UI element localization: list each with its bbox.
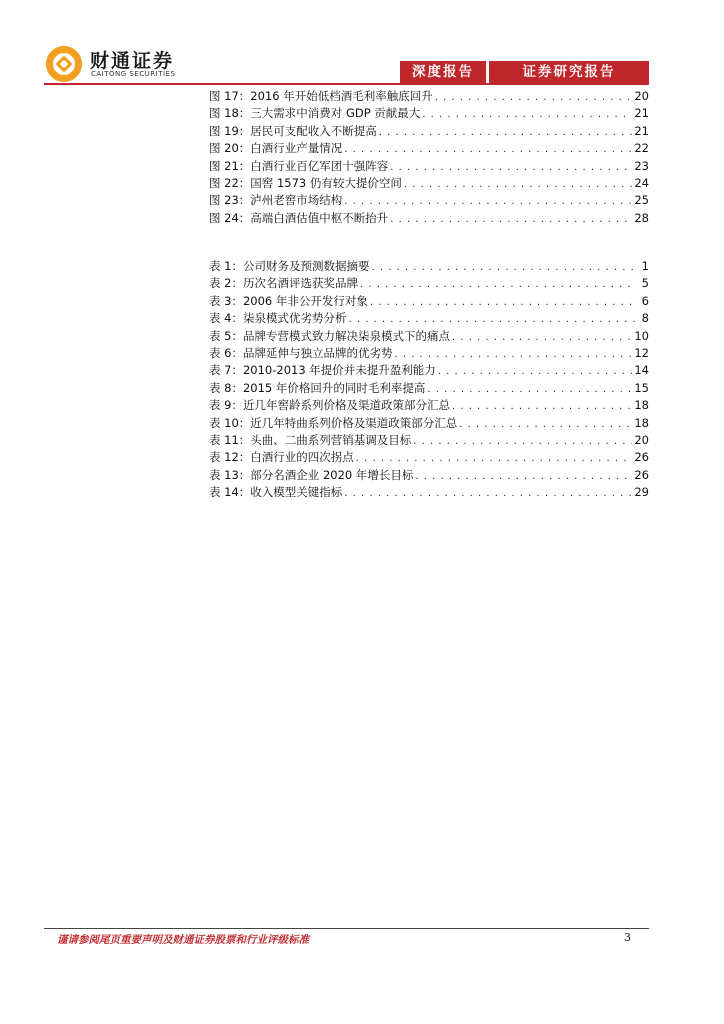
toc-label: 表 13：部分名酒企业 2020 年增长目标 [209,467,414,482]
toc-entry-table[interactable] [209,293,649,310]
toc-label: 表 12：白酒行业的四次拐点 [209,450,354,465]
toc-entry-figure[interactable] [209,140,649,157]
toc-label: 图 22：国窖 1573 仍有较大提价空间 [209,175,402,190]
toc-page: 20 [634,432,649,447]
toc-page: 5 [641,276,649,291]
toc-label: 表 14：收入模型关键指标 [209,485,343,500]
toc-entry-table[interactable] [209,328,649,345]
toc-page: 24 [634,175,649,190]
dot-leader [356,453,633,464]
table-list [209,258,649,501]
dot-leader [422,109,632,120]
toc-label: 表 1：公司财务及预测数据摘要 [209,259,370,273]
footer-divider [44,928,649,929]
toc-label: 图 23：泸州老窖市场结构 [209,193,343,208]
toc-entry-figure[interactable] [209,158,649,175]
toc-page: 21 [634,123,649,138]
toc-page: 12 [634,345,649,360]
toc-label: 表 10：近几年特曲系列价格及渠道政策部分汇总 [209,415,458,430]
toc-page: 25 [634,193,649,208]
toc-page: 28 [634,210,649,225]
toc-entry-table[interactable] [209,397,649,414]
toc-page: 1 [641,259,649,273]
toc-label: 图 21：白酒行业百亿军团十强阵容 [209,158,389,173]
dot-leader [390,214,632,225]
toc-label: 图 24：高端白酒估值中枢不断抬升 [209,210,389,225]
toc-label: 图 18：三大需求中消费对 GDP 贡献最大 [209,106,421,121]
toc-entry-figure[interactable] [209,175,649,192]
toc-label: 表 2：历次名酒评选获奖品牌 [209,276,358,291]
toc-page: 26 [634,450,649,465]
toc-entry-figure[interactable] [209,123,649,140]
dot-leader [390,162,632,173]
toc-page: 6 [641,293,649,308]
toc-entry-table[interactable] [209,345,649,362]
toc-page: 20 [634,89,649,103]
toc-label: 表 8：2015 年价格回升的同时毛利率提高 [209,380,426,395]
toc-entry-table[interactable] [209,432,649,449]
toc-entry-table[interactable] [209,380,649,397]
dot-leader [394,349,632,360]
toc-page: 22 [634,141,649,156]
toc-entry-table[interactable] [209,415,649,432]
dot-leader [427,384,632,395]
dot-leader [452,401,632,412]
toc-page: 15 [634,380,649,395]
toc-page: 18 [634,415,649,430]
dot-leader [415,471,632,482]
toc-entry-table[interactable] [209,310,649,327]
dot-leader [348,314,635,325]
dot-leader [344,144,632,155]
dot-leader [438,366,633,377]
dot-leader [435,92,633,103]
footer-disclaimer: 谨请参阅尾页重要声明及财通证券股票和行业评级标准 [57,934,309,946]
dot-leader [413,436,632,447]
dot-leader [344,488,632,499]
toc-label: 图 17：2016 年开始低档酒毛利率触底回升 [209,89,433,103]
toc-label: 图 20：白酒行业产量情况 [209,141,343,156]
dot-leader [360,279,635,290]
dot-leader [459,419,632,430]
dot-leader [404,179,632,190]
toc-entry-table[interactable] [209,362,649,379]
toc-page: 14 [634,363,649,378]
toc-page: 18 [634,398,649,413]
toc-page: 23 [634,158,649,173]
report-type-tag: 深度报告 [400,61,486,83]
dot-leader [344,196,632,207]
dot-leader [452,332,632,343]
toc-entry-table[interactable] [209,449,649,466]
toc-page: 29 [634,485,649,500]
page-number: 3 [624,931,631,944]
toc-label: 表 5：品牌专营模式致力解决柒泉模式下的痛点 [209,328,450,343]
toc-entry-table[interactable] [209,275,649,292]
toc-entry-figure[interactable] [209,192,649,209]
dot-leader [379,127,633,138]
report-category-tag: 证券研究报告 [489,61,649,83]
logo-english-name: CAITONG SECURITIES [91,70,176,78]
toc-page: 10 [634,328,649,343]
toc-page: 21 [634,106,649,121]
toc-entry-table[interactable] [209,258,649,275]
toc-label: 表 6：品牌延伸与独立品牌的优劣势 [209,345,393,360]
toc-label: 表 11：头曲、二曲系列营销基调及目标 [209,432,412,447]
caitong-logo-icon [44,44,84,84]
logo-chinese-name: 财通证券 [90,50,175,72]
toc-entry-figure[interactable] [209,105,649,122]
toc-page: 26 [634,467,649,482]
toc-label: 图 19：居民可支配收入不断提高 [209,123,377,138]
toc-page: 8 [641,311,649,326]
toc-entry-figure[interactable] [209,210,649,227]
caitong-logo [44,44,204,84]
toc-label: 表 3：2006 年非公开发行对象 [209,293,368,308]
toc-label: 表 9：近几年窖龄系列价格及渠道政策部分汇总 [209,398,450,413]
toc-label: 表 4：柒泉模式优劣势分析 [209,311,347,326]
header-divider [44,83,649,85]
toc-entry-figure[interactable] [209,88,649,105]
toc-entry-table[interactable] [209,484,649,501]
dot-leader [371,262,635,273]
dot-leader [370,297,635,308]
toc-label: 表 7：2010-2013 年提价并未提升盈利能力 [209,363,436,378]
toc-entry-table[interactable] [209,467,649,484]
figure-list [209,88,649,227]
